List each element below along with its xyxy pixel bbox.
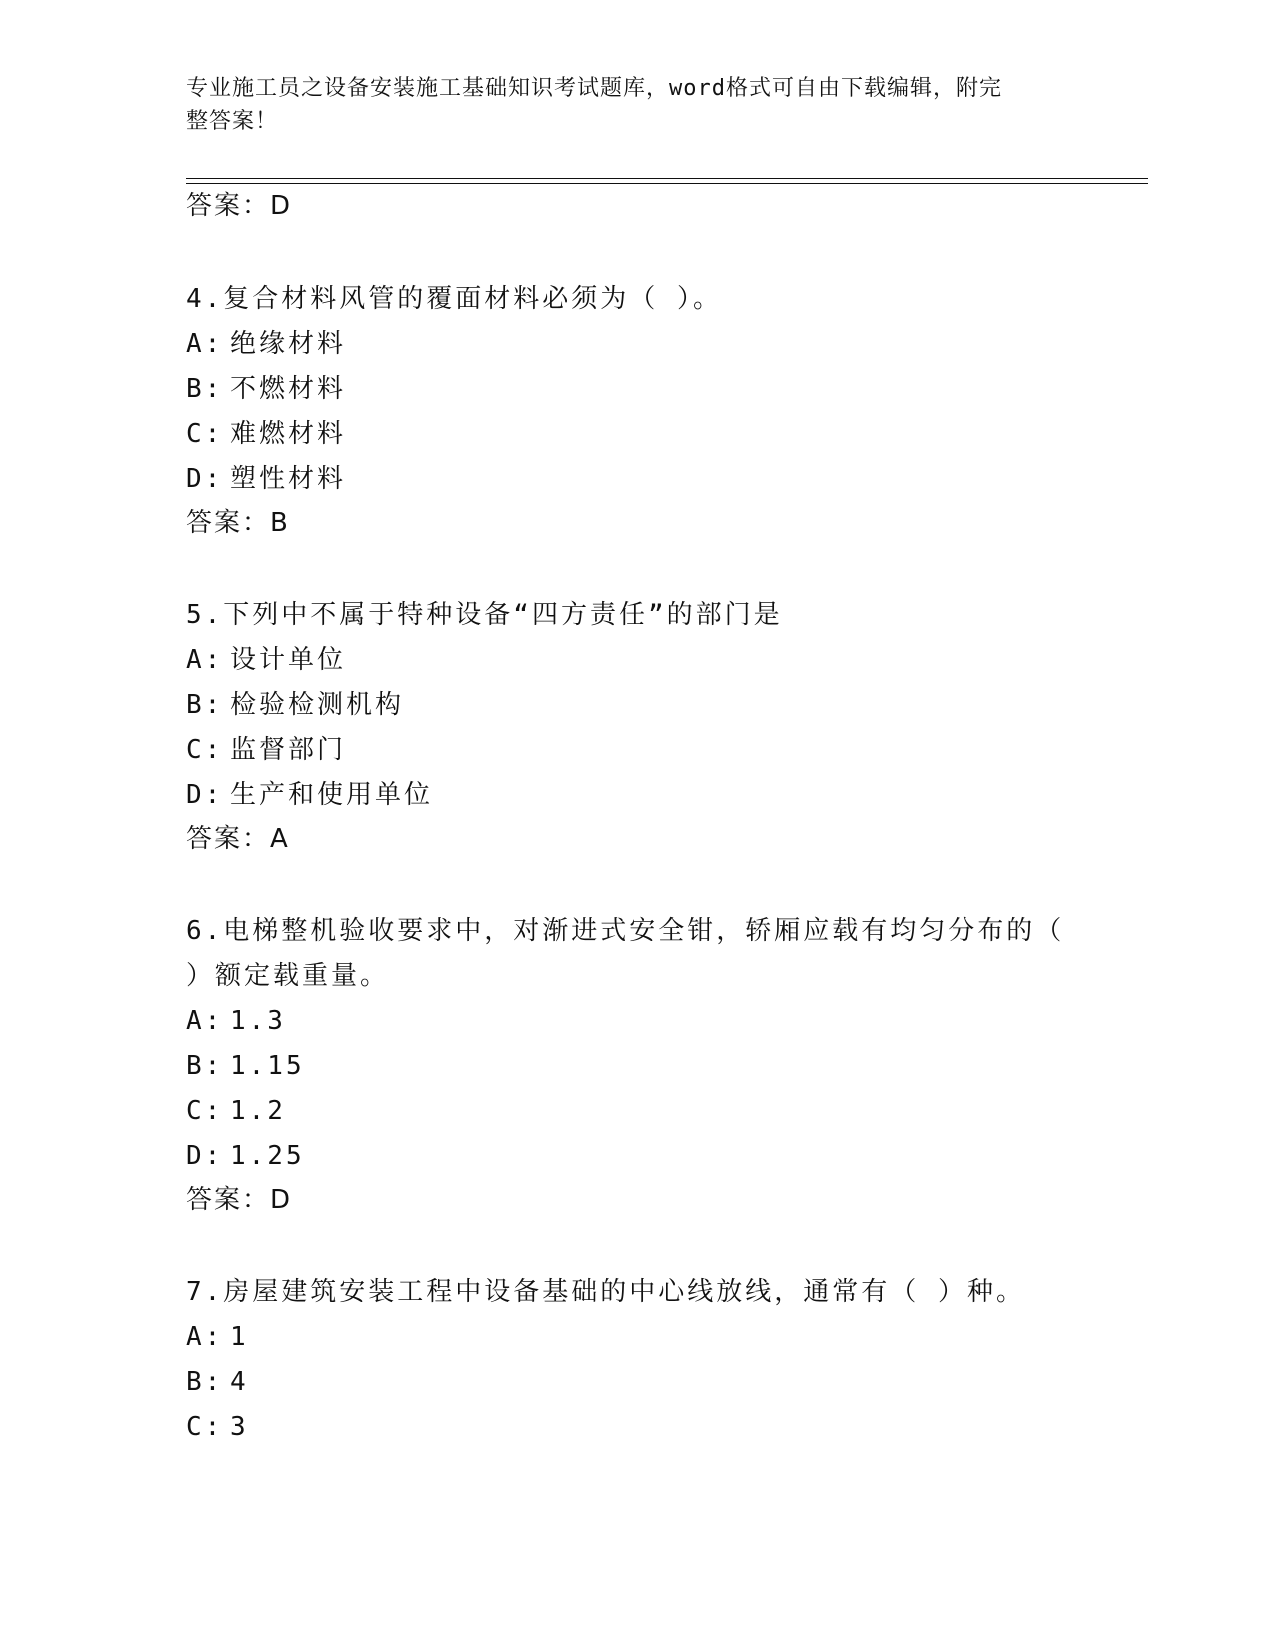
option-text: 1.25	[230, 1141, 305, 1171]
question-7-option-c	[186, 1411, 249, 1443]
option-text: 4	[230, 1367, 249, 1397]
header-rule-bottom	[186, 183, 1148, 184]
option-key: A:	[186, 1322, 224, 1352]
option-key: B:	[186, 1367, 224, 1397]
answer-q3: 答案：D	[186, 191, 293, 221]
option-key: C:	[186, 419, 224, 449]
option-text: 绝缘材料	[230, 329, 347, 359]
question-7-option-b	[186, 1366, 249, 1398]
question-6-option-d	[186, 1140, 305, 1172]
question-5-option-a	[186, 644, 346, 676]
option-key: B:	[186, 1051, 224, 1081]
option-text: 不燃材料	[230, 374, 347, 404]
question-6-stem-line-2: ）额定载重量。	[186, 961, 390, 991]
header-rule-top	[186, 178, 1148, 179]
document-header-note	[186, 72, 1066, 138]
question-4-option-a	[186, 328, 346, 360]
question-6-stem-line-1: 6.电梯整机验收要求中，对渐进式安全钳，轿厢应载有均匀分布的（	[186, 916, 1065, 946]
question-6-option-b	[186, 1050, 305, 1082]
option-text: 塑性材料	[230, 464, 347, 494]
answer-q6: 答案：D	[186, 1185, 293, 1215]
option-text: 难燃材料	[230, 419, 347, 449]
option-text: 设计单位	[230, 645, 347, 675]
question-4-option-d	[186, 463, 346, 495]
option-text: 3	[230, 1412, 249, 1442]
option-key: A:	[186, 329, 224, 359]
question-5-stem: 5.下列中不属于特种设备“四方责任”的部门是	[186, 600, 783, 630]
question-5-option-b	[186, 689, 404, 721]
option-text: 1.3	[230, 1006, 286, 1036]
question-6-option-c	[186, 1095, 286, 1127]
option-text: 1	[230, 1322, 249, 1352]
option-key: B:	[186, 374, 224, 404]
option-text: 监督部门	[230, 735, 347, 765]
option-text: 1.2	[230, 1096, 286, 1126]
question-6-option-a	[186, 1005, 286, 1037]
option-key: D:	[186, 780, 224, 810]
option-text: 生产和使用单位	[230, 780, 434, 810]
question-7-stem: 7.房屋建筑安装工程中设备基础的中心线放线，通常有（ ）种。	[186, 1277, 1025, 1307]
question-5-option-d	[186, 779, 433, 811]
question-5-option-c	[186, 734, 346, 766]
answer-q5: 答案：A	[186, 824, 290, 854]
option-key: C:	[186, 735, 224, 765]
option-key: A:	[186, 1006, 224, 1036]
option-key: D:	[186, 464, 224, 494]
question-7-option-a	[186, 1321, 249, 1353]
header-line-2: 整答案！	[186, 109, 279, 134]
option-key: C:	[186, 1096, 224, 1126]
option-key: C:	[186, 1412, 224, 1442]
question-4-stem: 4.复合材料风管的覆面材料必须为（ ）。	[186, 284, 722, 314]
question-4-option-b	[186, 373, 346, 405]
option-key: D:	[186, 1141, 224, 1171]
header-line-1: 专业施工员之设备安装施工基础知识考试题库，word格式可自由下载编辑，附完	[186, 76, 1002, 101]
answer-q4: 答案：B	[186, 508, 290, 538]
option-text: 检验检测机构	[230, 690, 405, 720]
question-4-option-c	[186, 418, 346, 450]
option-key: A:	[186, 645, 224, 675]
option-key: B:	[186, 690, 224, 720]
option-text: 1.15	[230, 1051, 305, 1081]
